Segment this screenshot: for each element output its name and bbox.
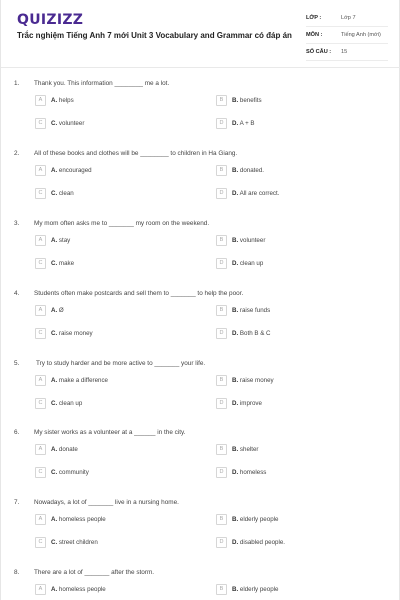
option-text: donated.: [239, 167, 265, 174]
option-d-label: [232, 119, 382, 128]
option-text: benefits: [239, 97, 262, 104]
option-d[interactable]: [216, 328, 386, 340]
option-a-box[interactable]: A: [35, 235, 46, 246]
option-text: elderly people: [239, 586, 279, 593]
option-letter: A.: [51, 307, 58, 314]
option-b-box[interactable]: B: [216, 305, 227, 316]
meta-count-value: 15: [341, 49, 348, 55]
option-text: A + B: [239, 120, 255, 127]
option-letter: B.: [232, 377, 239, 384]
option-text: elderly people: [239, 516, 279, 523]
option-a[interactable]: [35, 375, 205, 387]
option-letter: A.: [51, 237, 58, 244]
option-text: raise money: [58, 330, 93, 337]
option-b-box[interactable]: B: [216, 514, 227, 525]
worksheet-title: Trắc nghiệm Tiếng Anh 7 mới Unit 3 Vocabulary and Grammar có đáp án: [17, 31, 292, 40]
option-c-box[interactable]: C: [35, 328, 46, 339]
question-text: My sister works as a volunteer at a ______ in the city.: [34, 429, 186, 436]
option-letter: C.: [51, 330, 58, 337]
meta-class-value: Lớp 7: [341, 15, 356, 21]
option-d[interactable]: [216, 188, 386, 200]
option-d-label: [232, 538, 382, 547]
question-number: 7.: [14, 499, 20, 506]
option-c-label: [51, 399, 201, 408]
option-text: clean up: [239, 260, 264, 267]
option-d-label: [232, 329, 382, 338]
option-text: All are correct.: [239, 190, 280, 197]
question-7: [1, 499, 400, 569]
option-letter: D.: [232, 120, 239, 127]
worksheet-header: [1, 0, 400, 68]
option-b[interactable]: [216, 444, 386, 456]
option-b-label: [232, 445, 382, 454]
option-a-box[interactable]: A: [35, 375, 46, 386]
question-3: [1, 220, 400, 290]
option-c-label: [51, 259, 201, 268]
option-a[interactable]: [35, 95, 205, 107]
meta-class-key: LỚP :: [306, 15, 322, 21]
option-a[interactable]: [35, 514, 205, 526]
option-c-box[interactable]: C: [35, 258, 46, 269]
option-letter: B.: [232, 446, 239, 453]
option-b[interactable]: [216, 375, 386, 387]
option-a-label: [51, 376, 201, 385]
option-text: raise money: [239, 377, 274, 384]
option-a-box[interactable]: A: [35, 584, 46, 595]
option-text: stay: [58, 237, 71, 244]
option-letter: C.: [51, 400, 58, 407]
option-b-label: [232, 306, 382, 315]
option-b-box[interactable]: B: [216, 165, 227, 176]
option-a-box[interactable]: A: [35, 95, 46, 106]
option-b-box[interactable]: B: [216, 584, 227, 595]
meta-count-key: SỐ CÂU :: [306, 49, 332, 55]
option-c[interactable]: [35, 118, 205, 130]
meta-count-row: [306, 44, 388, 61]
option-a-label: [51, 306, 201, 315]
meta-subject-value: Tiếng Anh (mới): [341, 32, 381, 38]
option-text: shelter: [239, 446, 259, 453]
option-b[interactable]: [216, 235, 386, 247]
option-a-label: [51, 445, 201, 454]
meta-subject-row: [306, 27, 388, 44]
option-letter: B.: [232, 167, 239, 174]
option-a-box[interactable]: A: [35, 165, 46, 176]
option-a-label: [51, 515, 201, 524]
worksheet-meta: [306, 10, 388, 61]
option-letter: D.: [232, 190, 239, 197]
option-b-box[interactable]: B: [216, 235, 227, 246]
option-text: clean up: [58, 400, 83, 407]
option-d-label: [232, 399, 382, 408]
option-a-box[interactable]: A: [35, 514, 46, 525]
option-c-label: [51, 538, 201, 547]
option-text: Ø: [58, 307, 64, 314]
option-letter: C.: [51, 120, 58, 127]
option-letter: C.: [51, 260, 58, 267]
question-5: [1, 360, 400, 430]
option-c[interactable]: [35, 467, 205, 479]
option-d[interactable]: [216, 118, 386, 130]
option-text: helps: [58, 97, 74, 104]
option-letter: B.: [232, 307, 239, 314]
meta-subject-key: MÔN :: [306, 32, 323, 38]
option-d[interactable]: [216, 398, 386, 410]
question-text: Thank you. This information ________ me a lot.: [34, 80, 170, 87]
option-text: volunteer: [58, 120, 85, 127]
option-letter: D.: [232, 469, 239, 476]
option-text: Both B & C: [239, 330, 271, 337]
option-letter: A.: [51, 586, 58, 593]
option-d-box[interactable]: D: [216, 258, 227, 269]
option-letter: C.: [51, 190, 58, 197]
option-a[interactable]: [35, 444, 205, 456]
option-c-box[interactable]: C: [35, 188, 46, 199]
option-d-label: [232, 468, 382, 477]
option-b-label: [232, 585, 382, 594]
question-number: 1.: [14, 80, 20, 87]
question-number: 4.: [14, 290, 20, 297]
question-4: [1, 290, 400, 360]
question-2: [1, 150, 400, 220]
option-c[interactable]: [35, 258, 205, 270]
option-letter: A.: [51, 446, 58, 453]
option-text: disabled people.: [239, 539, 285, 546]
option-a-label: [51, 585, 201, 594]
question-number: 5.: [14, 360, 20, 367]
option-letter: B.: [232, 237, 239, 244]
option-letter: A.: [51, 377, 58, 384]
option-b-box[interactable]: B: [216, 95, 227, 106]
option-b[interactable]: [216, 305, 386, 317]
option-c-label: [51, 468, 201, 477]
question-number: 6.: [14, 429, 20, 436]
option-letter: A.: [51, 97, 58, 104]
option-letter: A.: [51, 167, 58, 174]
option-letter: D.: [232, 400, 239, 407]
option-d[interactable]: [216, 467, 386, 479]
option-a[interactable]: [35, 165, 205, 177]
option-a[interactable]: [35, 305, 205, 317]
quizizz-logo: QUIZIZZ: [17, 12, 84, 28]
option-c-box[interactable]: C: [35, 537, 46, 548]
option-d-box[interactable]: D: [216, 398, 227, 409]
option-letter: C.: [51, 469, 58, 476]
question-text: All of these books and clothes will be ________ to children in Ha Giang.: [34, 150, 238, 157]
option-c-box[interactable]: C: [35, 118, 46, 129]
option-letter: D.: [232, 330, 239, 337]
option-text: volunteer: [239, 237, 266, 244]
option-letter: B.: [232, 586, 239, 593]
option-a-box[interactable]: A: [35, 444, 46, 455]
option-d-label: [232, 259, 382, 268]
option-c-box[interactable]: C: [35, 398, 46, 409]
option-letter: D.: [232, 539, 239, 546]
option-b-box[interactable]: B: [216, 444, 227, 455]
option-a-label: [51, 236, 201, 245]
option-d[interactable]: [216, 258, 386, 270]
option-letter: D.: [232, 260, 239, 267]
option-d-box[interactable]: D: [216, 328, 227, 339]
option-a-label: [51, 166, 201, 175]
option-a-box[interactable]: A: [35, 305, 46, 316]
option-d-box[interactable]: D: [216, 188, 227, 199]
option-b-label: [232, 376, 382, 385]
meta-class-row: [306, 10, 388, 27]
option-d-label: [232, 189, 382, 198]
option-letter: B.: [232, 97, 239, 104]
option-letter: B.: [232, 516, 239, 523]
option-c[interactable]: [35, 537, 205, 549]
option-c-label: [51, 329, 201, 338]
option-c[interactable]: [35, 398, 205, 410]
option-b[interactable]: [216, 584, 386, 596]
question-text: Nowadays, a lot of _______ live in a nursing home.: [34, 499, 179, 506]
question-text: Students often make postcards and sell them to _______ to help the poor.: [34, 290, 244, 297]
option-d-box[interactable]: D: [216, 467, 227, 478]
option-text: street children: [58, 539, 98, 546]
option-b[interactable]: [216, 514, 386, 526]
option-text: homeless: [239, 469, 267, 476]
option-text: homeless people: [58, 586, 106, 593]
option-b-label: [232, 515, 382, 524]
option-text: clean: [58, 190, 74, 197]
option-text: improve: [239, 400, 262, 407]
option-c-box[interactable]: C: [35, 467, 46, 478]
option-b[interactable]: [216, 165, 386, 177]
option-text: donate: [58, 446, 78, 453]
question-text: There are a lot of _______ after the storm.: [34, 569, 155, 576]
option-d[interactable]: [216, 537, 386, 549]
option-b[interactable]: [216, 95, 386, 107]
option-c[interactable]: [35, 328, 205, 340]
option-a[interactable]: [35, 584, 205, 596]
option-text: community: [58, 469, 89, 476]
option-letter: C.: [51, 539, 58, 546]
option-a[interactable]: [35, 235, 205, 247]
option-text: homeless people: [58, 516, 106, 523]
question-number: 8.: [14, 569, 20, 576]
option-b-label: [232, 96, 382, 105]
question-8: [1, 569, 400, 600]
question-text: Try to study harder and be more active to _______ your life.: [36, 360, 206, 367]
option-c-label: [51, 189, 201, 198]
option-letter: A.: [51, 516, 58, 523]
option-text: make a difference: [58, 377, 108, 384]
question-1: [1, 80, 400, 150]
question-number: 2.: [14, 150, 20, 157]
option-c[interactable]: [35, 188, 205, 200]
option-text: raise funds: [239, 307, 271, 314]
option-a-label: [51, 96, 201, 105]
option-b-label: [232, 166, 382, 175]
option-text: make: [58, 260, 75, 267]
option-b-box[interactable]: B: [216, 375, 227, 386]
question-text: My mom often asks me to _______ my room on the weekend.: [34, 220, 210, 227]
question-number: 3.: [14, 220, 20, 227]
option-d-box[interactable]: D: [216, 537, 227, 548]
option-c-label: [51, 119, 201, 128]
question-6: [1, 429, 400, 499]
option-b-label: [232, 236, 382, 245]
option-text: encouraged: [58, 167, 92, 174]
option-d-box[interactable]: D: [216, 118, 227, 129]
